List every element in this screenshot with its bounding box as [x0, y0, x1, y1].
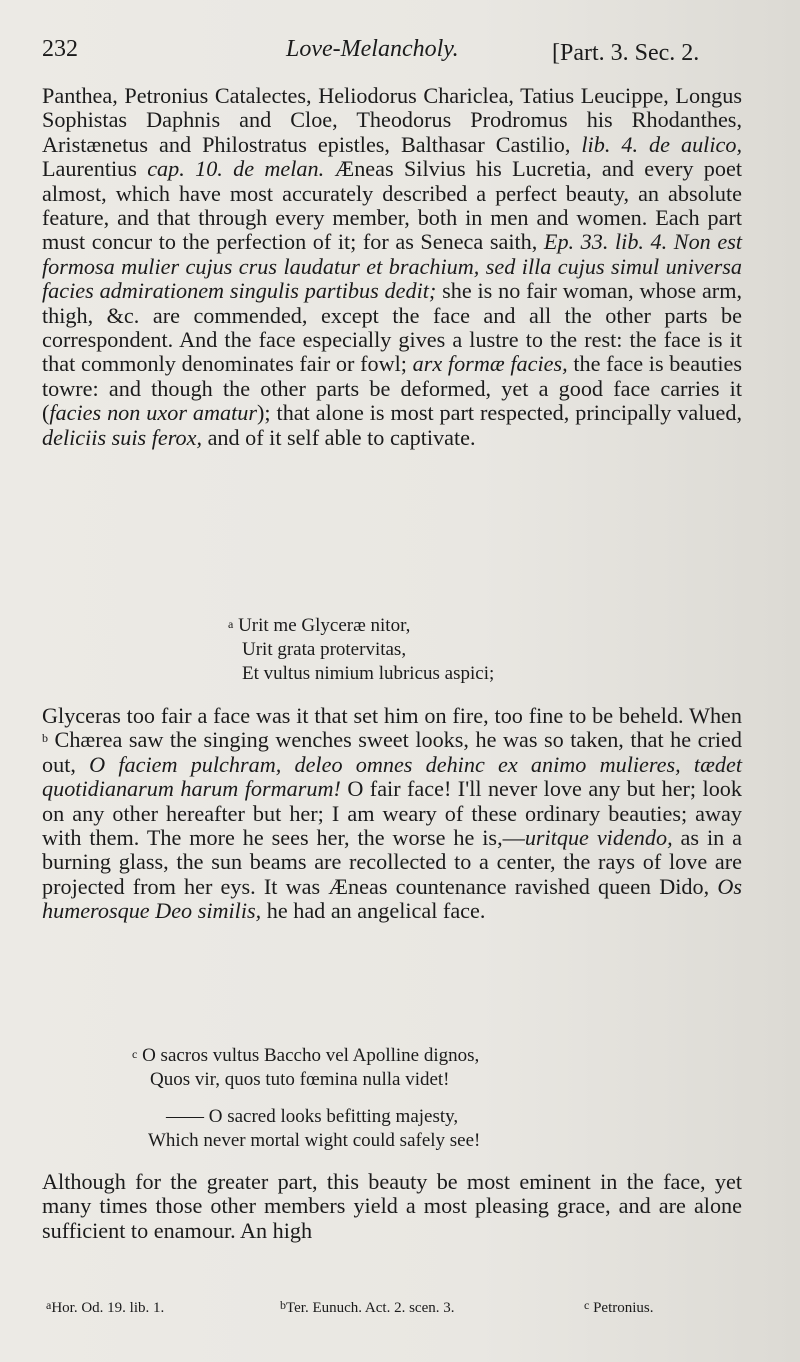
running-title: Love-Melancholy. — [286, 36, 459, 62]
text-run: Glyceras too fair a face was it that set him on fire, too fine to be beheld. When — [42, 703, 742, 728]
text-run: Chærea saw the singing wenches sweet looks, he was so taken, that he cried out, — [42, 727, 742, 777]
running-header — [42, 34, 742, 74]
italic-run: uritque videndo, — [524, 825, 673, 851]
verse-line: $^a$ Urit me Glyceræ nitor, — [228, 615, 411, 636]
text-run: Panthea, Petronius Catalectes, Heliodorus Chariclea, Tatius Leucippe, Longus Sophistas Daphnis and Cloe, Theodorus Prodromus his Rhodanthes, Aristænetus and Philostratus epistles, Balthasar Castilio, — [42, 83, 742, 157]
verse-line: —— O sacred looks befitting majesty, — [166, 1106, 459, 1127]
text-run: the face is beauties towre: and though the other parts be deformed, yet a good face carries it ( — [42, 351, 742, 426]
italic-run: O faciem pulchram, deleo omnes dehinc ex animo mulieres, tædet quotidianarum harum formarum! — [42, 751, 742, 802]
italic-run: deliciis suis ferox, — [42, 424, 203, 450]
footnote-b: $^b$Ter. Eunuch. Act. 2. scen. 3. — [280, 1298, 455, 1316]
verse-translation — [148, 1105, 480, 1153]
paragraph-1 — [42, 84, 742, 450]
verse-line: Urit grata protervitas, — [242, 639, 407, 660]
footnote-marker: c — [132, 1047, 138, 1061]
paragraph-3 — [42, 1170, 742, 1243]
verse-line: Which never mortal wight could safely see! — [148, 1130, 481, 1151]
text-run: as in a burning glass, the sun beams are recollected to a center, the rays of love are projected from her eys. It was Æneas countenance ravished queen Dido, — [42, 825, 743, 899]
verse-line: Et vultus nimium lubricus aspici; — [242, 663, 495, 684]
verse-line: $^c$ O sacros vultus Baccho vel Apolline dignos, — [132, 1045, 480, 1066]
paragraph-3-text: Although for the greater part, this beauty be most eminent in the face, yet many times those other members yield a most pleasing grace, and are alone sufficient to enamour. An high — [42, 1169, 742, 1243]
footnote-marker: b — [42, 731, 48, 746]
text-run: she is no fair woman, whose arm, thigh, &c. are commended, except the face and all the other parts be correspondent. And the face especially gives a lustre to the rest: the face is it that commonly denominates fair or fowl; — [42, 278, 742, 377]
text-run: O fair face! I'll never love any but her; look on any other hereafter but her; I am weary of these ordinary beauties; away with them. The more he sees her, the worse he is,— — [42, 776, 742, 851]
footnote-a: $^a$Hor. Od. 19. lib. 1. — [46, 1298, 165, 1316]
text-run: Æneas Silvius his Lucretia, and every poet almost, which have most accurately described a perfect beauty, an absolute feature, and that through every member, both in men and women. Each part must concur to the perfection of it; for as Seneca saith, — [42, 156, 743, 255]
page-number: 232 — [42, 36, 78, 62]
paragraph-2 — [42, 704, 742, 924]
verse-quotation-horace — [228, 614, 494, 686]
paragraph-2-text — [42, 704, 742, 924]
verse-quotation-petronius — [132, 1044, 479, 1092]
italic-run: cap. 10. de melan. — [147, 156, 325, 182]
italic-run: arx formæ facies, — [412, 351, 568, 377]
italic-run: Os humerosque Deo similis, — [42, 873, 742, 924]
section-reference: [Part. 3. Sec. 2. — [552, 40, 700, 66]
text-run: Laurentius — [42, 156, 148, 182]
italic-run: facies non uxor amatur — [49, 400, 258, 426]
text-run: ); that alone is most part respected, principally valued, — [257, 400, 742, 426]
italic-run: Ep. 33. lib. 4. Non est formosa mulier cujus crus laudatur et brachium, sed illa cujus simul universa facies admirationem singulis partibus dedit; — [42, 229, 743, 304]
text-run: and of it self able to captivate. — [202, 424, 476, 450]
footnote-marker: a — [228, 617, 234, 631]
footnote-c: $^c$ Petronius. — [584, 1298, 654, 1316]
verse-line: Quos vir, quos tuto fœmina nulla videt! — [150, 1069, 450, 1090]
italic-run: lib. 4. de aulico, — [581, 131, 742, 157]
text-run: he had an angelical face. — [261, 898, 486, 924]
paragraph-1-text — [42, 84, 742, 450]
